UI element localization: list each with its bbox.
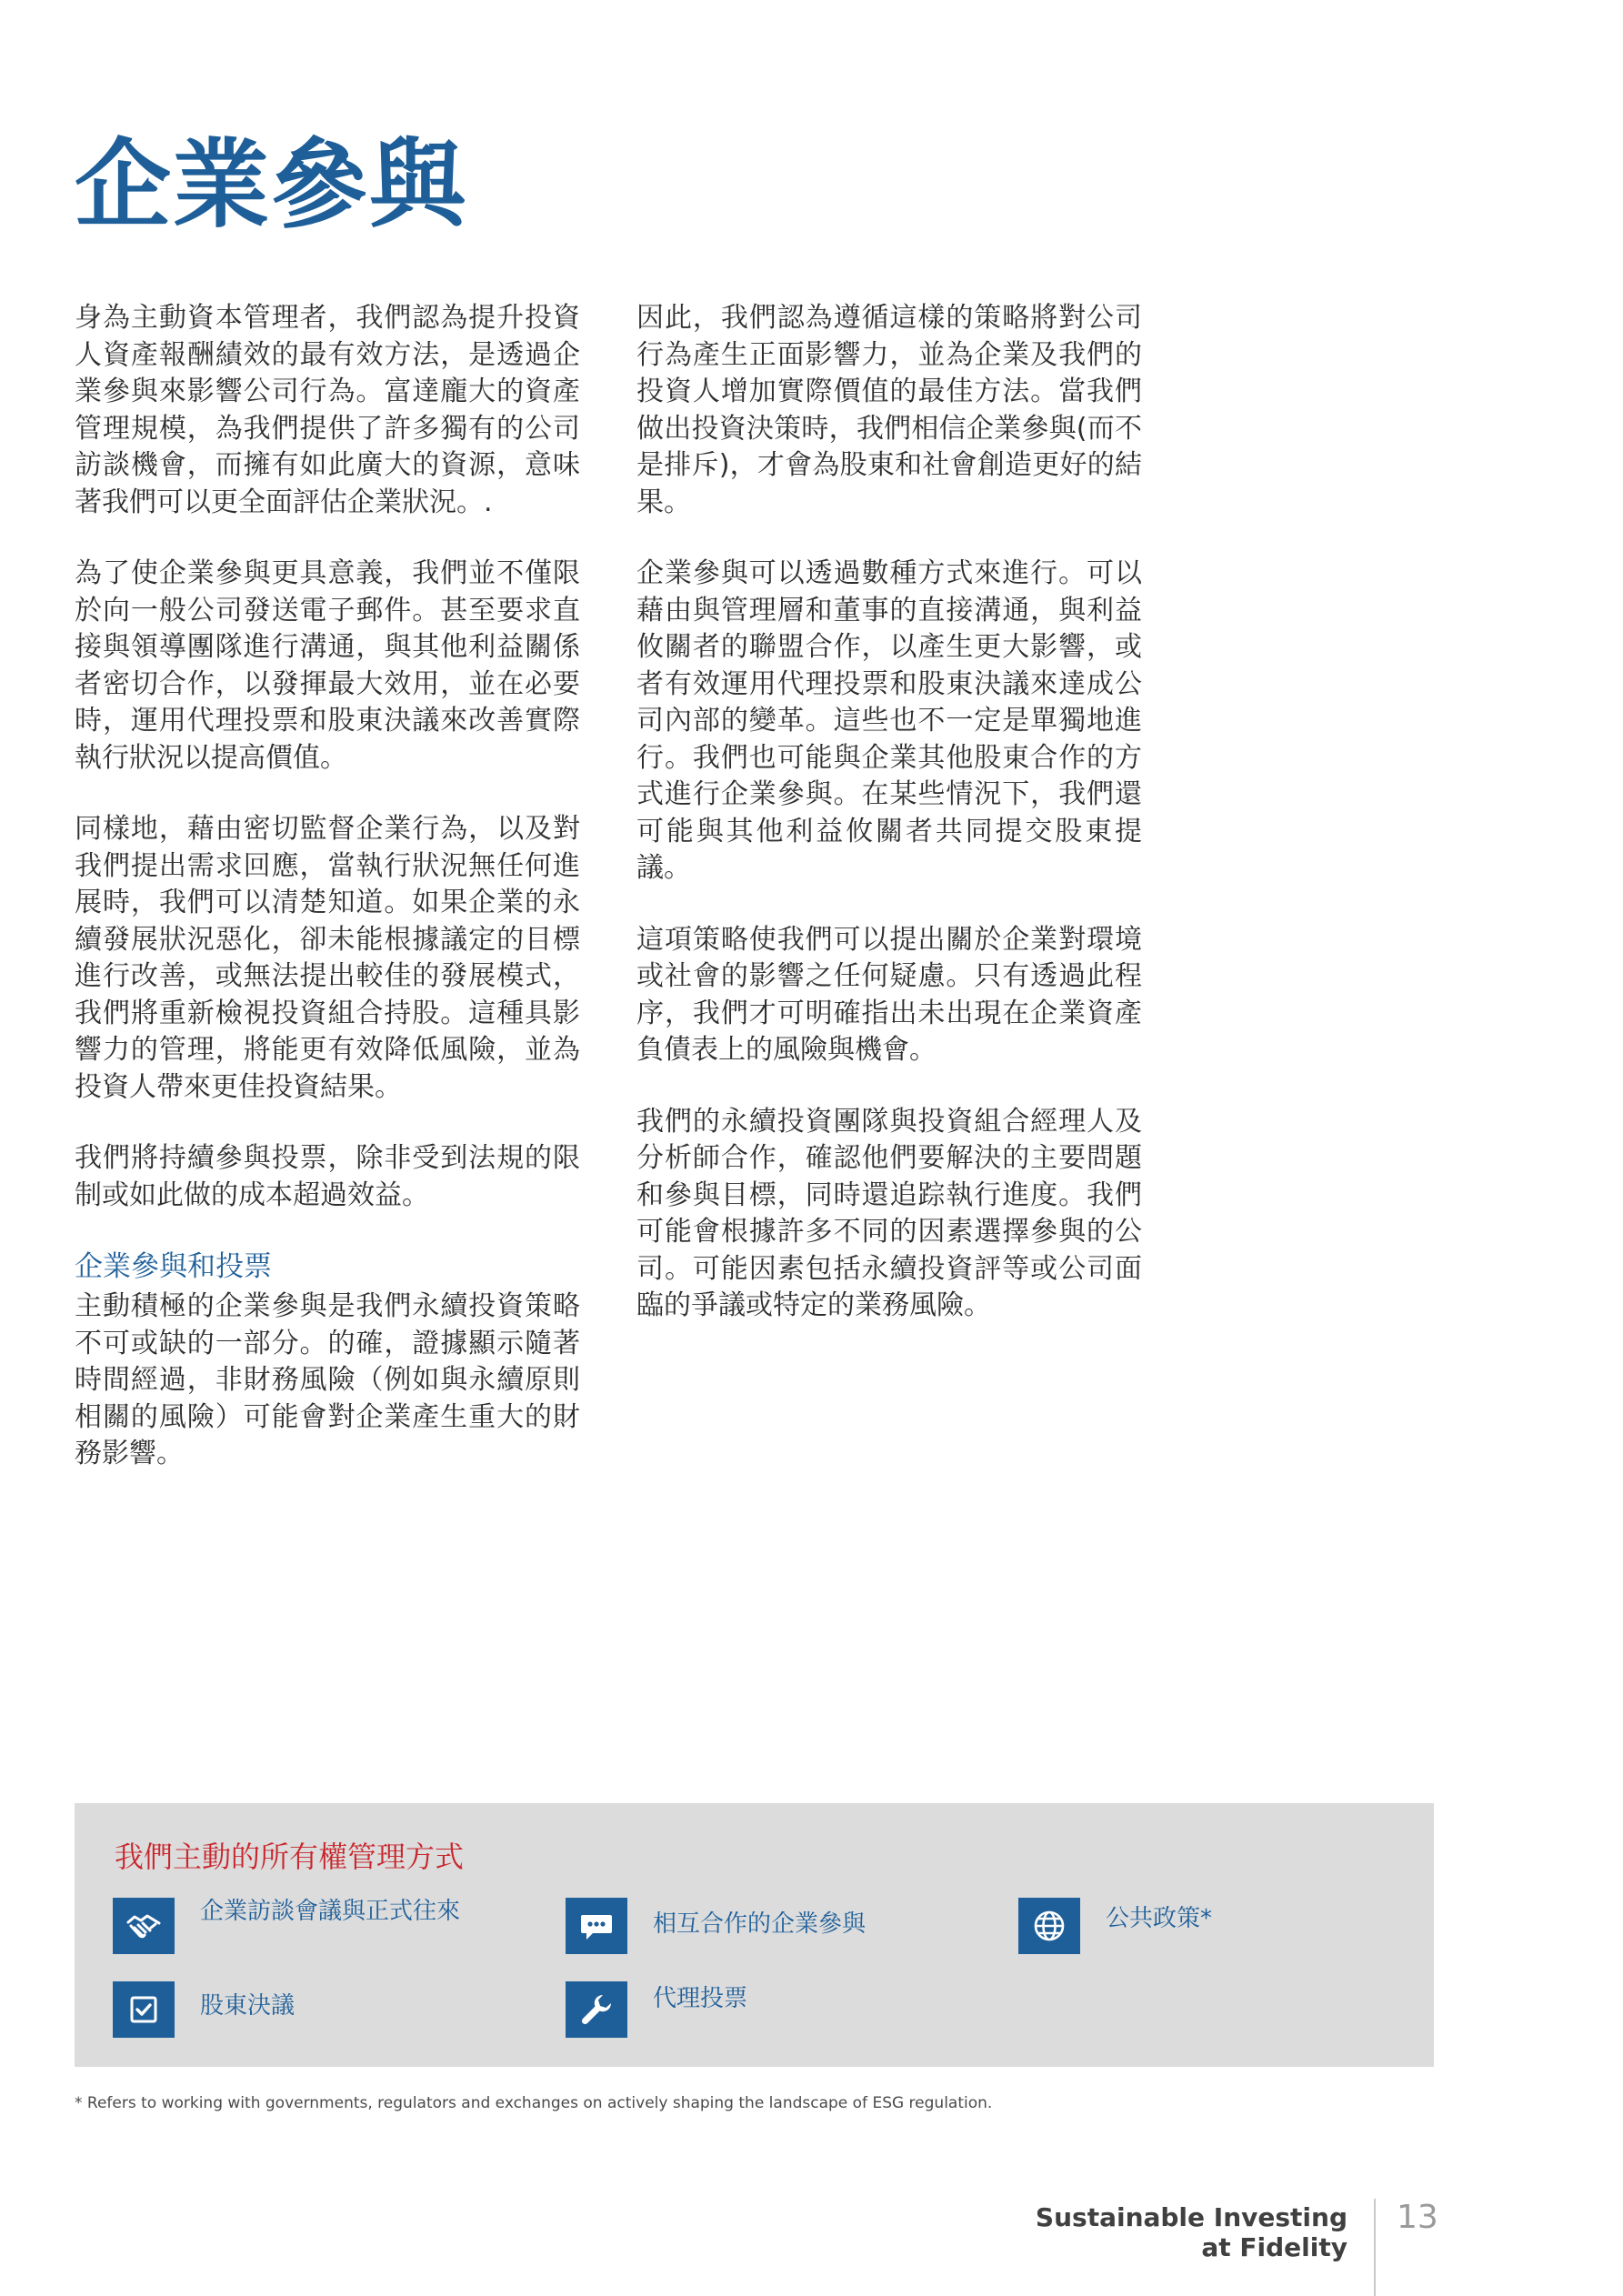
- footer-brand-line: at Fidelity: [1201, 2232, 1347, 2262]
- chat-bubble-icon: [566, 1898, 627, 1954]
- paragraph: 同樣地，藉由密切監督企業行為，以及對我們提出需求回應，當執行狀況無任何進展時，我們可以清楚知道。如果企業的永續發展狀況惡化，卻未能根據議定的目標進行改善，或無法提出較佳的發展模式，我們將重新檢視投資組合持股。這種具影響力的管理，將能更有效降低風險，並為投資人帶來更佳投資結果。: [75, 813, 580, 1103]
- paragraph: 主動積極的企業參與是我們永續投資策略不可或缺的一部分。的確，證據顯示隨著時間經過，非財務風險（例如與永續原則相關的風險）可能會對企業產生重大的財務影響。: [75, 1290, 580, 1469]
- wrench-icon: [566, 1981, 627, 2038]
- approach-item-label: 相互合作的企業參與: [653, 1910, 867, 1938]
- ownership-approach-panel: [75, 1803, 1434, 2067]
- approach-item-label: 股東決議: [200, 1992, 296, 2020]
- panel-title: 我們主動的所有權管理方式: [115, 1840, 465, 1874]
- section-subheading: 企業參與和投票: [75, 1250, 272, 1283]
- paragraph: 我們的永續投資團隊與投資組合經理人及分析師合作，確認他們要解決的主要問題和參與目標，同時還追踪執行進度。我們可能會根據許多不同的因素選擇參與的公司。可能因素包括永續投資評等或公司面臨的爭議或特定的業務風險。: [636, 1105, 1142, 1321]
- paragraph: 這項策略使我們可以提出關於企業對環境或社會的影響之任何疑慮。只有透過此程序，我們才可明確指出未出現在企業資產負債表上的風險與機會。: [636, 923, 1142, 1066]
- approach-item-label: 公共政策*: [1106, 1905, 1213, 1932]
- page-number: 13: [1397, 2199, 1438, 2236]
- paragraph: 我們將持續參與投票，除非受到法規的限制或如此做的成本超過效益。: [75, 1142, 580, 1211]
- paragraph: 企業參與可以透過數種方式來進行。可以藉由與管理層和董事的直接溝通，與利益攸關者的聯盟合作，以產生更大影響，或者有效運用代理投票和股東決議來達成公司內部的變革。這些也不一定是單獨地進行。我們也可能與企業其他股東合作的方式進行企業參與。在某些情況下，我們還可能與其他利益攸關者共同提交股東提議。: [636, 557, 1142, 884]
- paragraph: 因此，我們認為遵循這樣的策略將對公司行為產生正面影響力，並為企業及我們的投資人增加實際價值的最佳方法。當我們做出投資決策時，我們相信企業參與(而不是排斥)，才會為股東和社會創造更好的結果。: [636, 302, 1142, 518]
- right-column: [636, 300, 1142, 1359]
- handshake-icon: [113, 1898, 175, 1954]
- checkbox-icon: [113, 1981, 175, 2038]
- footer-brand: [1036, 2202, 1347, 2262]
- paragraph: 身為主動資本管理者，我們認為提升投資人資產報酬績效的最有效方法，是透過企業參與來影響公司行為。富達龐大的資產管理規模，為我們提供了許多獨有的公司訪談機會，而擁有如此廣大的資源，意味著我們可以更全面評估企業狀況。.: [75, 302, 580, 518]
- paragraph: 為了使企業參與更具意義，我們並不僅限於向一般公司發送電子郵件。甚至要求直接與領導團隊進行溝通，與其他利益關係者密切合作，以發揮最大效用，並在必要時，運用代理投票和股東決議來改善實際執行狀況以提高價值。: [75, 557, 580, 774]
- left-column: [75, 300, 580, 1508]
- approach-item-label: 代理投票: [653, 1985, 748, 2012]
- footnote: * Refers to working with governments, regulators and exchanges on actively shaping the landscape of ESG regulation.: [75, 2094, 993, 2112]
- globe-icon: [1018, 1898, 1080, 1954]
- footer-divider: [1374, 2199, 1376, 2296]
- footer-brand-line: Sustainable Investing: [1035, 2202, 1347, 2232]
- approach-item-label: 企業訪談會議與正式往來: [200, 1898, 461, 1925]
- page-title: 企業參與: [75, 129, 467, 241]
